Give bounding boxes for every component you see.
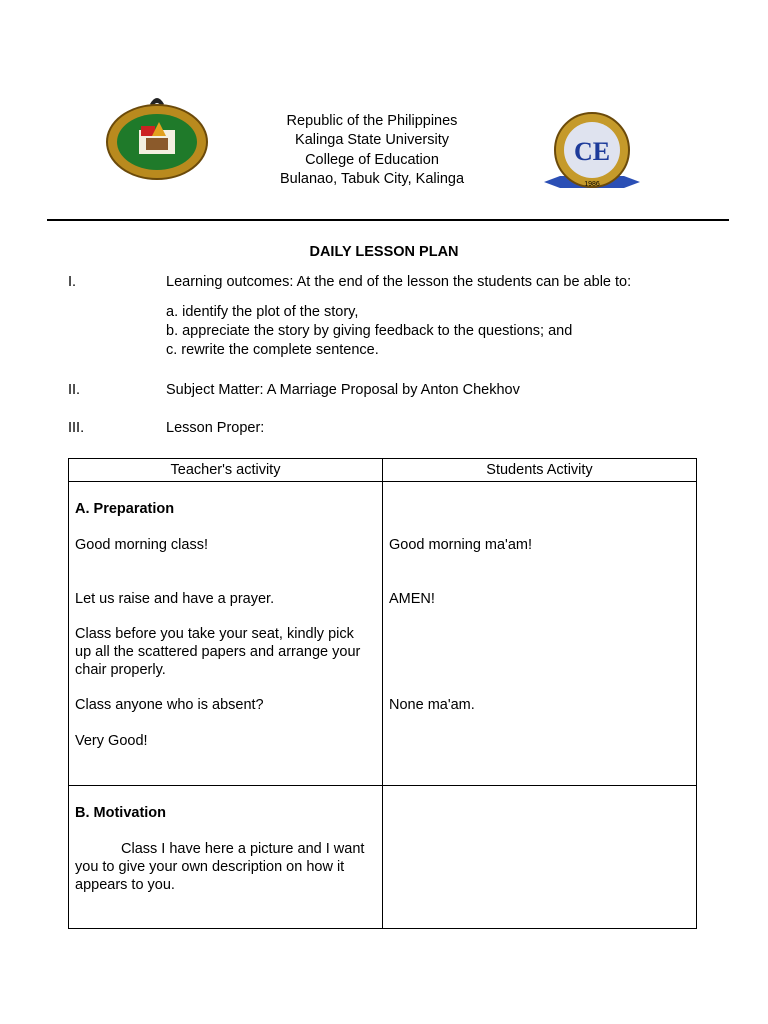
institution-header bbox=[262, 112, 482, 189]
student-response: None ma'am. bbox=[389, 697, 475, 713]
teacher-line: chair properly. bbox=[75, 662, 166, 678]
teacher-line: appears to you. bbox=[75, 877, 175, 893]
header-line-3: College of Education bbox=[305, 151, 439, 168]
motivation-heading: B. Motivation bbox=[75, 805, 167, 821]
section-3-text: Lesson Proper: bbox=[166, 420, 265, 436]
section-1-number: I. bbox=[68, 274, 77, 290]
teacher-line: Good morning class! bbox=[75, 537, 208, 553]
svg-text:1986: 1986 bbox=[584, 181, 600, 188]
teacher-line: Class I have here a picture and I want bbox=[121, 841, 365, 857]
college-of-education-logo bbox=[540, 110, 644, 194]
teacher-activity-header: Teacher's activity bbox=[69, 459, 383, 482]
section-3-number: III. bbox=[68, 420, 85, 436]
kalinga-state-university-seal bbox=[104, 92, 210, 182]
svg-text:CE: CE bbox=[573, 137, 611, 166]
document-title: DAILY LESSON PLAN bbox=[309, 244, 459, 260]
motivation-teacher-cell bbox=[69, 786, 383, 929]
header-line-2: Kalinga State University bbox=[295, 132, 449, 149]
section-2-number: II. bbox=[68, 382, 81, 398]
header-line-4: Bulanao, Tabuk City, Kalinga bbox=[279, 170, 465, 187]
teacher-line: you to give your own description on how it bbox=[75, 859, 345, 875]
teacher-line: Class before you take your seat, kindly pick bbox=[75, 626, 354, 642]
students-activity-header: Students Activity bbox=[383, 459, 697, 482]
teacher-line: up all the scattered papers and arrange your bbox=[75, 644, 361, 660]
teacher-line: Very Good! bbox=[75, 733, 148, 749]
student-response: Good morning ma'am! bbox=[389, 537, 532, 553]
teacher-line: Class anyone who is absent? bbox=[75, 697, 264, 713]
table-row bbox=[69, 482, 697, 786]
preparation-teacher-cell bbox=[69, 482, 383, 786]
teacher-line: Let us raise and have a prayer. bbox=[75, 591, 275, 607]
motivation-students-cell bbox=[383, 786, 697, 929]
header-line-1: Republic of the Philippines bbox=[286, 113, 458, 129]
outcome-a: a. identify the plot of the story, bbox=[166, 304, 359, 320]
preparation-students-cell bbox=[383, 482, 697, 786]
table-row bbox=[69, 786, 697, 929]
lesson-table bbox=[68, 458, 697, 929]
outcome-b: b. appreciate the story by giving feedback to the questions; and bbox=[166, 323, 573, 339]
section-2-text: Subject Matter: A Marriage Proposal by Anton Chekhov bbox=[166, 382, 520, 398]
preparation-heading: A. Preparation bbox=[75, 501, 175, 517]
header-divider bbox=[47, 219, 729, 221]
table-header-row bbox=[69, 459, 697, 482]
section-1-text: Learning outcomes: At the end of the lesson the students can be able to: bbox=[166, 274, 632, 290]
student-response: AMEN! bbox=[389, 591, 435, 607]
outcome-c: c. rewrite the complete sentence. bbox=[166, 342, 379, 358]
